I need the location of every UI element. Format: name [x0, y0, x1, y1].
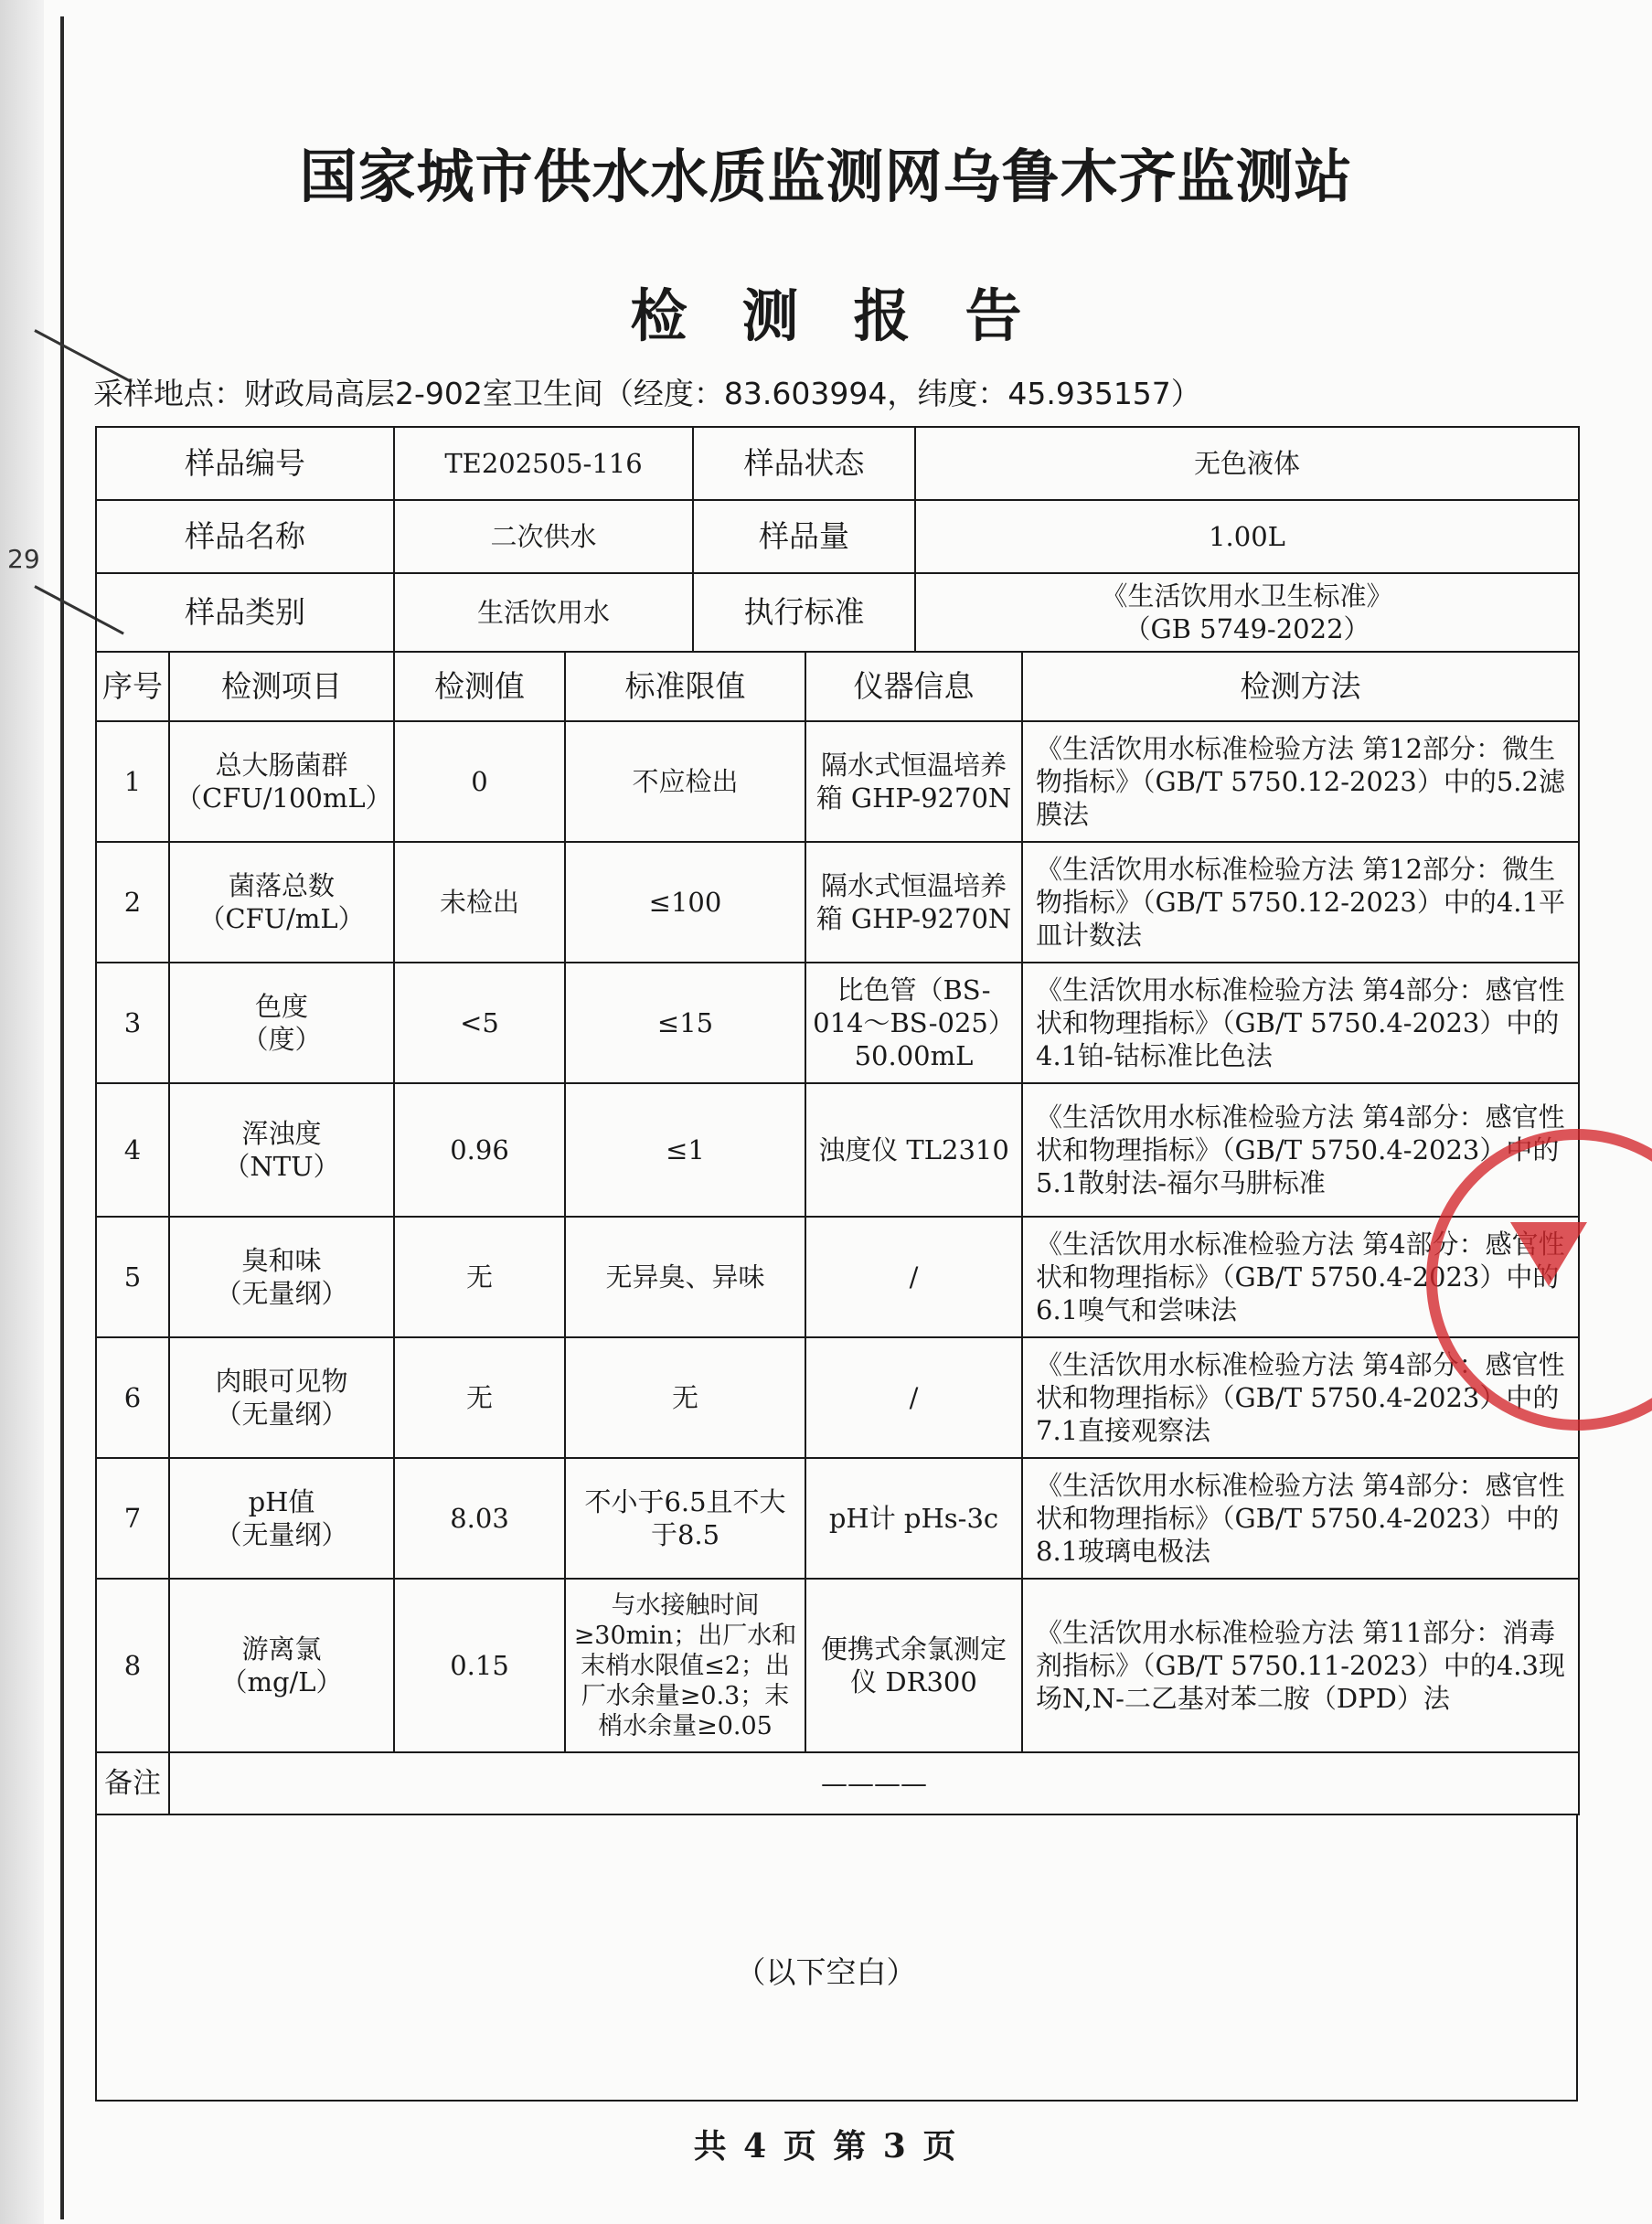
col-header-no: 序号: [96, 652, 169, 721]
row-item: [169, 721, 394, 842]
row-limit: 与水接触时间≥30min；出厂水和末梢水限值≤2；出厂水余量≥0.3；末梢水余量≥0.05: [565, 1579, 805, 1752]
row-instrument: 隔水式恒温培养箱 GHP-9270N: [805, 842, 1022, 963]
item-name: pH值: [248, 1486, 315, 1517]
row-value: <5: [394, 963, 565, 1083]
item-unit: （CFU/100mL）: [176, 782, 392, 814]
row-no: 1: [96, 721, 169, 842]
row-value: 0.96: [394, 1083, 565, 1217]
standard-code: （GB 5749-2022）: [1124, 613, 1370, 644]
table-row: [96, 1083, 1579, 1217]
row-instrument: 便携式余氯测定仪 DR300: [805, 1579, 1022, 1752]
row-limit: 不小于6.5且不大于8.5: [565, 1458, 805, 1579]
row-limit: 不应检出: [565, 721, 805, 842]
col-header-limit: 标准限值: [565, 652, 805, 721]
sample-state-label: 样品状态: [693, 427, 915, 500]
table-row: [96, 1579, 1579, 1752]
sample-info-row: [96, 573, 1579, 652]
item-unit: （NTU）: [223, 1151, 340, 1182]
item-name: 菌落总数: [228, 870, 335, 901]
row-method: 《生活饮用水标准检验方法 第4部分：感官性状和物理指标》（GB/T 5750.4-2023）中的7.1直接观察法: [1022, 1337, 1579, 1458]
row-no: 3: [96, 963, 169, 1083]
sample-name-label: 样品名称: [96, 500, 394, 573]
row-value: 0: [394, 721, 565, 842]
row-item: [169, 1083, 394, 1217]
row-item: [169, 1579, 394, 1752]
row-limit: ≤100: [565, 842, 805, 963]
report-title: 检测报告: [630, 282, 1077, 349]
row-item: [169, 963, 394, 1083]
blank-below-note: （以下空白）: [735, 1954, 917, 1990]
test-results-table: [95, 651, 1580, 1753]
item-unit: （度）: [241, 1024, 322, 1055]
table-row: [96, 963, 1579, 1083]
table-row: [96, 842, 1579, 963]
row-method: 《生活饮用水标准检验方法 第11部分：消毒剂指标》（GB/T 5750.11-2023）中的4.3现场N,N-二乙基对苯二胺（DPD）法: [1022, 1579, 1579, 1752]
row-limit: ≤15: [565, 963, 805, 1083]
row-no: 7: [96, 1458, 169, 1579]
row-instrument: /: [805, 1337, 1022, 1458]
row-instrument: 比色管（BS-014～BS-025）50.00mL: [805, 963, 1022, 1083]
row-instrument: 浊度仪 TL2310: [805, 1083, 1022, 1217]
standard-value: [915, 573, 1579, 652]
item-unit: （无量纲）: [215, 1519, 348, 1550]
table-row: [96, 1458, 1579, 1579]
row-limit: 无异臭、异味: [565, 1217, 805, 1337]
row-method: 《生活饮用水标准检验方法 第4部分：感官性状和物理指标》（GB/T 5750.4-2023）中的4.1铂-钴标准比色法: [1022, 963, 1579, 1083]
sample-amount-value: 1.00L: [915, 500, 1579, 573]
row-method: 《生活饮用水标准检验方法 第4部分：感官性状和物理指标》（GB/T 5750.4-2023）中的6.1嗅气和尝味法: [1022, 1217, 1579, 1337]
row-value: 0.15: [394, 1579, 565, 1752]
row-value: 未检出: [394, 842, 565, 963]
page-number: 共 4 页 第 3 页: [693, 2127, 959, 2165]
sample-number-label: 样品编号: [96, 427, 394, 500]
item-name: 色度: [254, 991, 308, 1022]
row-no: 2: [96, 842, 169, 963]
item-name: 臭和味: [241, 1245, 322, 1276]
col-header-instrument: 仪器信息: [805, 652, 1022, 721]
sample-state-value: 无色液体: [915, 427, 1579, 500]
row-item: [169, 1217, 394, 1337]
sample-amount-label: 样品量: [693, 500, 915, 573]
seal-star-icon: [1510, 1222, 1587, 1286]
table-row: [96, 721, 1579, 842]
item-unit: （mg/L）: [220, 1666, 343, 1697]
row-instrument: pH计 pHs-3c: [805, 1458, 1022, 1579]
item-name: 总大肠菌群: [215, 750, 348, 781]
row-value: 无: [394, 1217, 565, 1337]
sample-info-table: [95, 426, 1580, 653]
item-name: 游离氯: [241, 1633, 322, 1665]
col-header-item: 检测项目: [169, 652, 394, 721]
notes-value: ————: [169, 1752, 1579, 1814]
sample-name-value: 二次供水: [394, 500, 693, 573]
row-value: 无: [394, 1337, 565, 1458]
notes-row: [96, 1752, 1579, 1814]
table-row: [96, 1217, 1579, 1337]
sampling-location: 采样地点：财政局高层2-902室卫生间（经度：83.603994，纬度：45.935157）: [93, 376, 1201, 411]
notes-label: 备注: [96, 1752, 169, 1814]
sample-info-row: [96, 427, 1579, 500]
row-method: 《生活饮用水标准检验方法 第12部分：微生物指标》（GB/T 5750.12-2023）中的4.1平皿计数法: [1022, 842, 1579, 963]
item-unit: （CFU/mL）: [198, 903, 365, 934]
standard-label: 执行标准: [693, 573, 915, 652]
table-header-row: [96, 652, 1579, 721]
row-limit: 无: [565, 1337, 805, 1458]
row-value: 8.03: [394, 1458, 565, 1579]
table-row: [96, 1337, 1579, 1458]
row-instrument: 隔水式恒温培养箱 GHP-9270N: [805, 721, 1022, 842]
row-no: 4: [96, 1083, 169, 1217]
sample-number-value: TE202505-116: [394, 427, 693, 500]
standard-name: 《生活饮用水卫生标准》: [1101, 580, 1393, 612]
row-item: [169, 1458, 394, 1579]
row-method: 《生活饮用水标准检验方法 第12部分：微生物指标》（GB/T 5750.12-2023）中的5.2滤膜法: [1022, 721, 1579, 842]
margin-mark: 29: [7, 544, 40, 574]
row-item: [169, 842, 394, 963]
row-method: 《生活饮用水标准检验方法 第4部分：感官性状和物理指标》（GB/T 5750.4-2023）中的8.1玻璃电极法: [1022, 1458, 1579, 1579]
row-limit: ≤1: [565, 1083, 805, 1217]
sample-category-label: 样品类别: [96, 573, 394, 652]
notes-table: [95, 1751, 1580, 1815]
row-no: 8: [96, 1579, 169, 1752]
item-name: 肉眼可见物: [215, 1366, 348, 1397]
item-unit: （无量纲）: [215, 1399, 348, 1430]
col-header-method: 检测方法: [1022, 652, 1579, 721]
sample-info-row: [96, 500, 1579, 573]
item-unit: （无量纲）: [215, 1278, 348, 1309]
row-no: 5: [96, 1217, 169, 1337]
row-method: 《生活饮用水标准检验方法 第4部分：感官性状和物理指标》（GB/T 5750.4-2023）中的5.1散射法-福尔马肼标准: [1022, 1083, 1579, 1217]
row-item: [169, 1337, 394, 1458]
row-no: 6: [96, 1337, 169, 1458]
row-instrument: /: [805, 1217, 1022, 1337]
item-name: 浑浊度: [241, 1118, 322, 1149]
col-header-value: 检测值: [394, 652, 565, 721]
sample-category-value: 生活饮用水: [394, 573, 693, 652]
organization-title: 国家城市供水水质监测网乌鲁木齐监测站: [299, 144, 1353, 210]
